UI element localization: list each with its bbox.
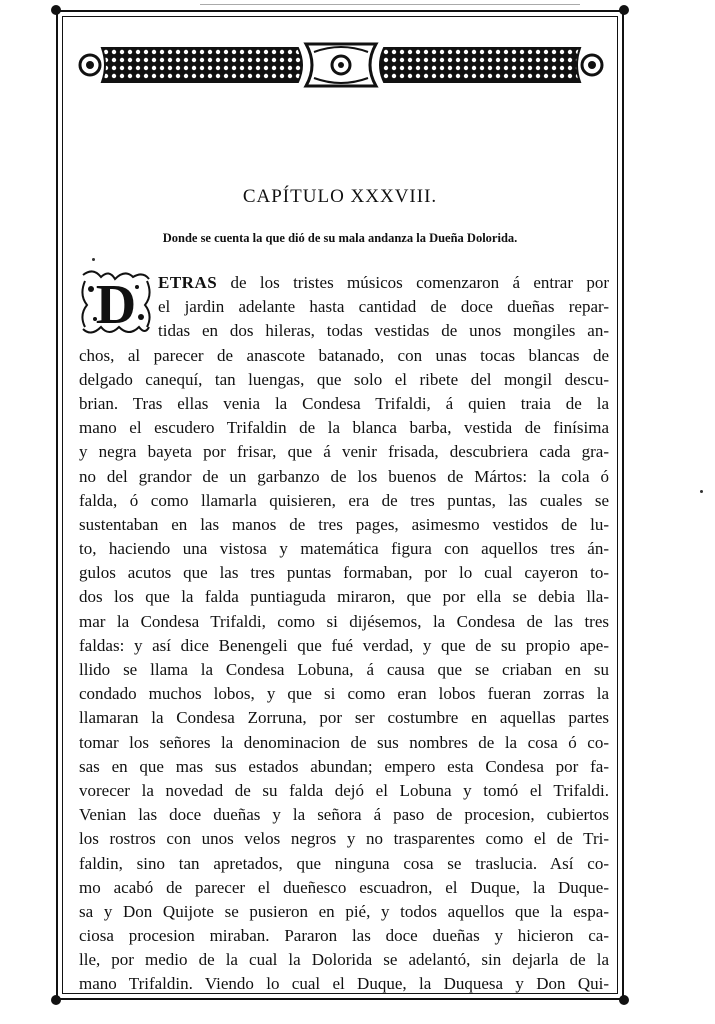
body-text <box>79 271 609 997</box>
print-speck <box>700 490 703 493</box>
text-line: mano el escudero Trifaldin de la blanca barba, vestida de finísima <box>79 418 609 438</box>
chapter-summary: Donde se cuenta la que dió de su mala andanza la Dueña Dolorida. <box>162 231 518 245</box>
text-line: ciosa procesion miraban. Pararon las doce dueñas y hicieron ca- <box>79 926 609 946</box>
text-line: los rostros con unos velos negros y no trasparentes como el de Tri- <box>79 829 609 849</box>
text-line: lle, por medio de la cual la Dolorida se adelantó, sin dejarla de la <box>79 950 609 970</box>
text-line: tidas en dos hileras, todas vestidas de unos mongiles an- <box>158 321 609 341</box>
text-line: llamaran la Condesa Zorruna, por ser costumbre en aquellas partes <box>79 708 609 728</box>
print-speck <box>92 258 95 261</box>
corner-ornament-top-left <box>51 5 61 15</box>
text-line: faldas: y así dice Benengeli que fué verdad, y que de su propio ape- <box>79 635 609 655</box>
headpiece-ornament <box>78 40 604 90</box>
corner-ornament-top-right <box>619 5 629 15</box>
text-line: faldin, sino tan apretados, que ninguna cosa se traslucia. Así co- <box>79 853 609 873</box>
text-line: sa y Don Quijote se pusieron en pié, y todos aquellos que la espa- <box>79 901 609 921</box>
text-line: dos los que la falda puntiaguda miraron, que por ella se debia lla- <box>79 587 609 607</box>
text-line: chos, al parecer de anascote batanado, con unas tocas blancas de <box>79 345 609 365</box>
text-line: y negra bayeta por frisar, que á venir frisada, descubriera cada gra- <box>79 442 609 462</box>
chapter-title: CAPÍTULO XXXVIII. <box>242 186 438 207</box>
text-line: brian. Tras ellas venia la Condesa Trifaldi, á quien traia de la <box>79 393 609 413</box>
text-line: mano Trifaldin. Viendo lo cual el Duque, la Duquesa y Don Qui- <box>79 974 609 994</box>
text-line: vorecer la novedad de su falda dejó el Lobuna y tomó el Trifaldi. <box>79 780 609 800</box>
text-line: sustentaban en las manos de tres pages, asimesmo vestidos de lu- <box>79 514 609 534</box>
text-line: Venian las doce dueñas y la señora á paso de procesion, cubiertos <box>79 805 609 825</box>
text-line: gulos acutos que las tres puntas formaban, por lo cual cayeron to- <box>79 563 609 583</box>
drop-cap-letter: D <box>95 274 137 336</box>
text-line: condado muchos lobos, y que si como eran lobos fueran zorras la <box>79 684 609 704</box>
text-line: to, haciendo una vistosa y matemática figura con aquellos tres án- <box>79 539 609 559</box>
text-line: llido se llama la Condesa Lobuna, á causa que se criaban en su <box>79 660 609 679</box>
text-line: mar la Condesa Trifaldi, como si dijésemos, la Condesa de las tres <box>79 611 609 631</box>
corner-ornament-bottom-right <box>619 995 629 1005</box>
text-line: delgado canequí, tan luengas, que solo el ribete del mongil descu- <box>79 369 609 389</box>
text-line: no del grandor de un garbanzo de los buenos de Mártos: la cola ó <box>79 466 609 486</box>
text-line: ETRAS de los tristes músicos comenzaron á entrar por <box>158 273 609 292</box>
text-line: falda, ó como llamarla quisieren, era de tres puntas, las cuales se <box>79 490 609 510</box>
text-line: mo acabó de parecer el dueñesco escuadron, el Duque, la Duque- <box>79 877 609 897</box>
text-line: tomar los señores la denominacion de sus nombres de la cosa ó co- <box>79 732 609 752</box>
cropped-running-head <box>200 0 580 5</box>
text-line: sas en que mas sus estados abundan; empero esta Condesa por fa- <box>79 756 609 776</box>
opening-word: ETRAS <box>158 273 218 292</box>
corner-ornament-bottom-left <box>51 995 61 1005</box>
text-line: el jardin adelante hasta cantidad de doce dueñas repar- <box>158 297 609 317</box>
